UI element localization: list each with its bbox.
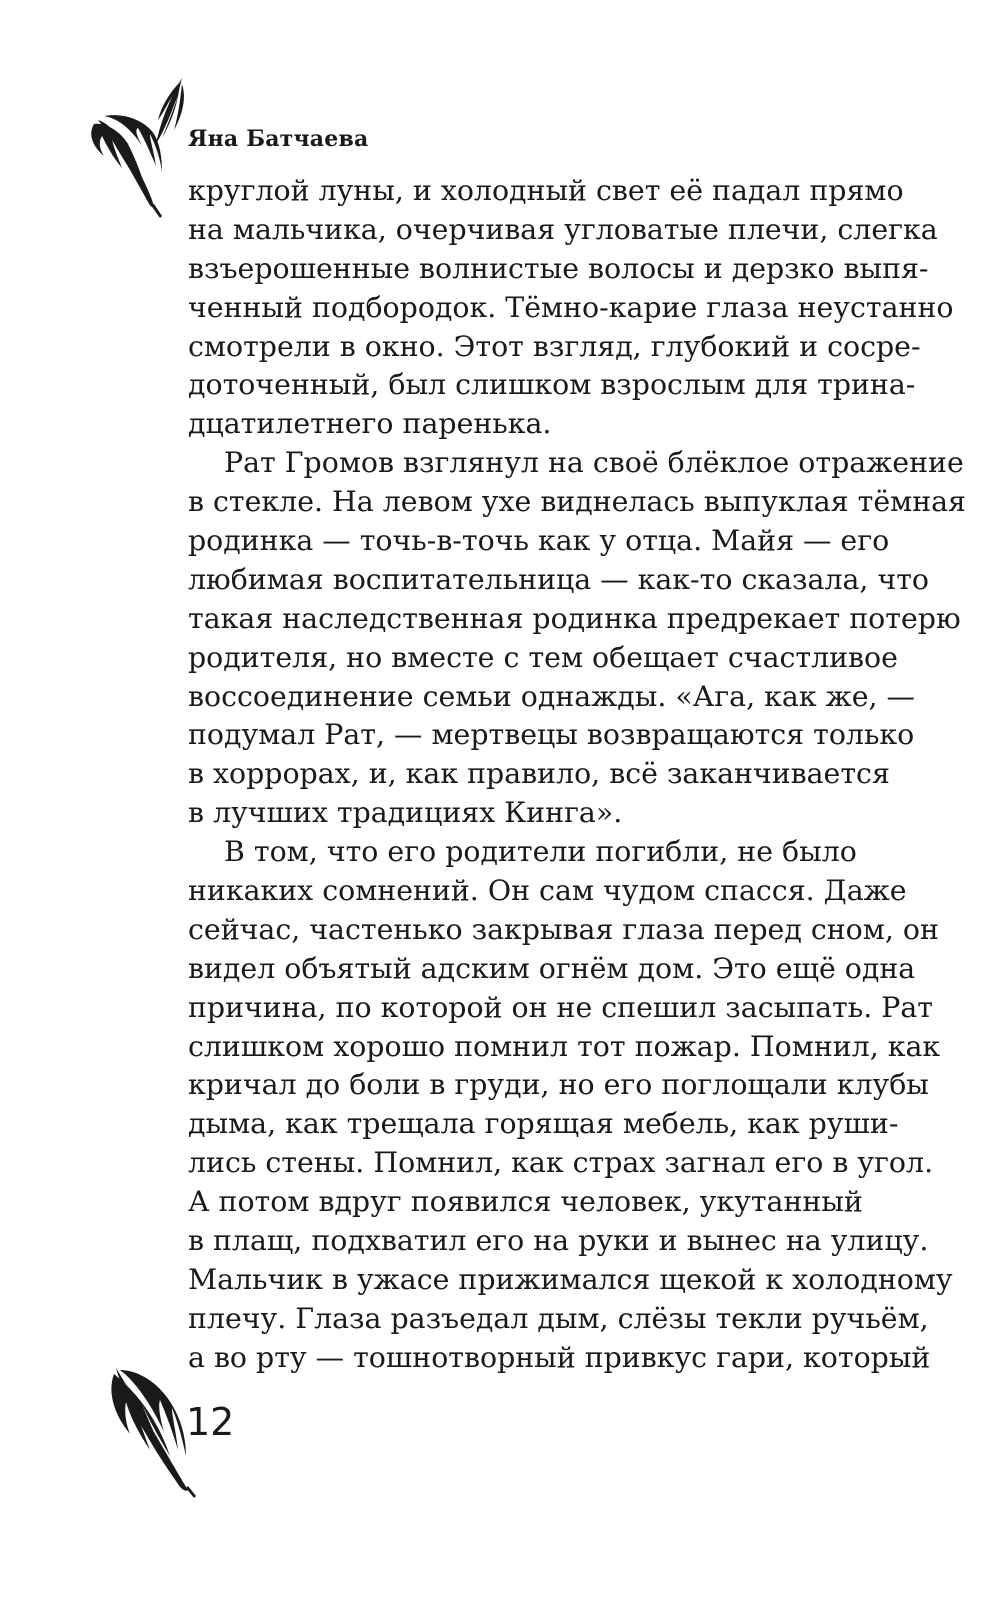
- text-line: в хоррорах, и, как правило, всё заканчивается: [188, 757, 890, 791]
- text-line: взъерошенные волнистые волосы и дерзко выпя-: [188, 251, 929, 285]
- text-line: Рат Громов взглянул на своё блёклое отражение: [224, 446, 964, 480]
- text-line: в стекле. На левом ухе виднелась выпуклая тёмная: [188, 485, 966, 519]
- text-line: слишком хорошо помнил тот пожар. Помнил, как: [188, 1029, 941, 1063]
- text-line: причина, по которой он не спешил засыпать. Рат: [188, 990, 933, 1024]
- feather-icon: [102, 1360, 198, 1500]
- text-line: такая наследственная родинка предрекает потерю: [188, 601, 961, 635]
- text-line: дцатилетнего паренька.: [188, 407, 552, 441]
- text-line: видел объятый адским огнём дом. Это ещё одна: [188, 951, 916, 985]
- text-line: сейчас, частенько закрывая глаза перед сном, он: [188, 912, 939, 946]
- text-line: на мальчика, очерчивая угловатые плечи, слегка: [188, 212, 938, 246]
- text-line: воссоединение семьи однажды. «Ага, как же, —: [188, 679, 915, 713]
- text-line: родителя, но вместе с тем обещает счастливое: [188, 640, 898, 674]
- text-line: плечу. Глаза разъедал дым, слёзы текли ручьём,: [188, 1301, 929, 1335]
- text-line: лись стены. Помнил, как страх загнал его в угол.: [188, 1146, 934, 1180]
- text-line: в плащ, подхватил его на руки и вынес на улицу.: [188, 1224, 929, 1258]
- text-line: подумал Рат, — мертвецы возвращаются только: [188, 718, 915, 752]
- text-line: В том, что его родители погибли, не было: [224, 835, 857, 869]
- text-line: смотрели в окно. Этот взгляд, глубокий и сосре-: [188, 329, 921, 363]
- text-line: любимая воспитательница — как-то сказала, что: [188, 562, 930, 596]
- text-line: Мальчик в ужасе прижимался щекой к холодному: [188, 1262, 953, 1296]
- text-line: родинка — точь-в-точь как у отца. Майя — его: [188, 524, 890, 558]
- body-text: [188, 172, 966, 1378]
- text-line: доточенный, был слишком взрослым для трина-: [188, 368, 916, 402]
- text-line: никаких сомнений. Он сам чудом спасся. Даже: [188, 874, 907, 908]
- header-author: Яна Батчаева: [188, 126, 369, 152]
- text-line: в лучших традициях Кинга».: [188, 796, 623, 830]
- text-line: А потом вдруг появился человек, укутанный: [188, 1185, 863, 1219]
- feather-icon: [78, 72, 196, 222]
- text-line: кричал до боли в груди, но его поглощали клубы: [188, 1068, 929, 1102]
- text-line: а во рту — тошнотворный привкус гари, который: [188, 1340, 931, 1374]
- text-line: дыма, как трещала горящая мебель, как руши-: [188, 1107, 899, 1141]
- page-number: 12: [186, 1400, 235, 1444]
- text-line: ченный подбородок. Тёмно-карие глаза неустанно: [188, 290, 954, 324]
- text-line: круглой луны, и холодный свет её падал прямо: [188, 174, 904, 207]
